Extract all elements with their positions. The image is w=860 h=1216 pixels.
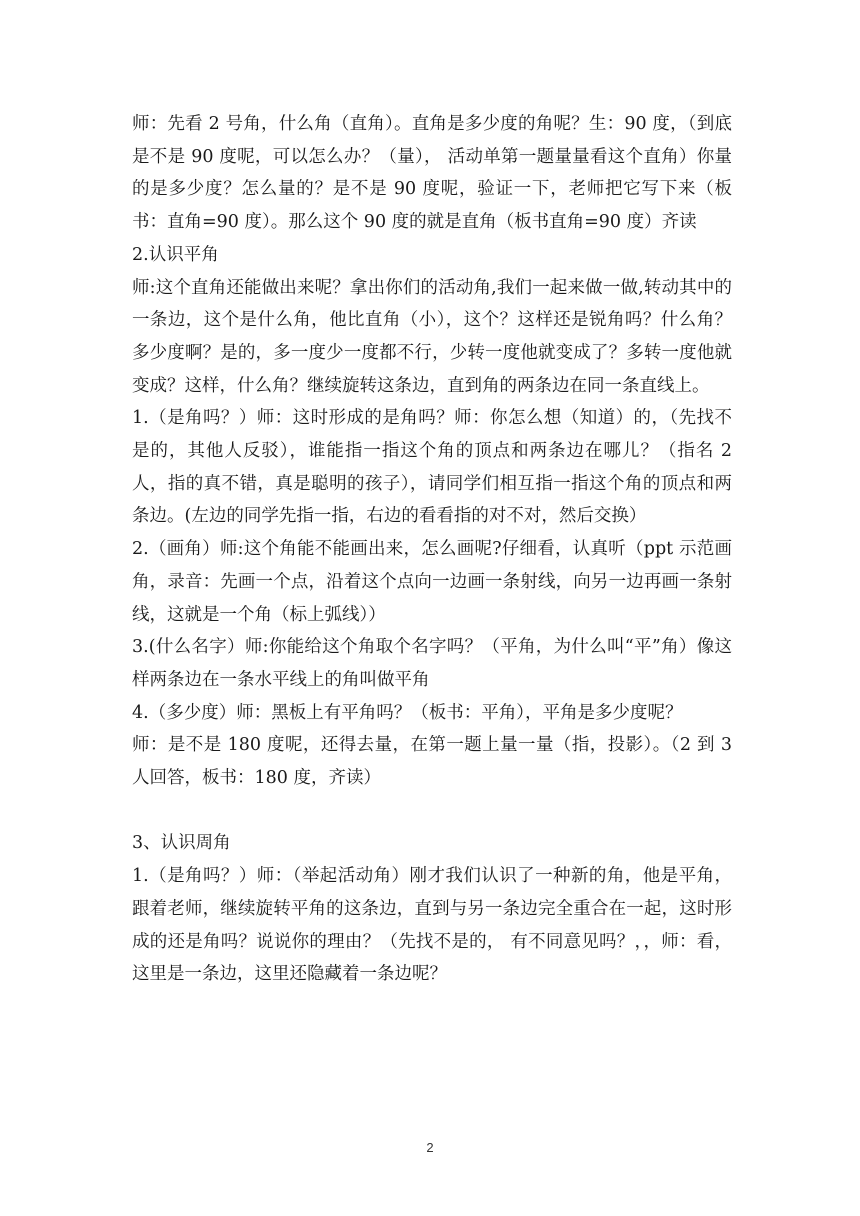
paragraph-full-angle-intro: 1.（是角吗？）师：（举起活动角）刚才我们认识了一种新的角，他是平角，跟着老师，继续旋转平角的这条边，直到与另一条边完全重合在一起，这时形成的还是角吗？说说你的理由？（先找不是的， 有不同意见吗？，，师：看，这里是一条边，这里还隐藏着一条边呢？ bbox=[132, 866, 732, 985]
heading-full-angle: 3、认识周角 bbox=[132, 833, 231, 854]
paragraph-measure-180: 师：是不是 180 度呢，还得去量，在第一题上量一量（指，投影）。（2 到 3 人回答，板书：180 度，齐读） bbox=[132, 735, 732, 789]
paragraph-right-angle: 师：先看 2 号角，什么角（直角）。直角是多少度的角呢？生：90 度，（到底是不是 90 度呢，可以怎么办？（量）， 活动单第一题量量看这个直角）你量的是多少度？怎么量的？是不是 90 度呢，验证一下，老师把它写下来（板书：直角=90 度）。那么这个 90 度的就是直角（板书直角=90 度）齐读 bbox=[132, 114, 732, 233]
blank-line bbox=[132, 795, 732, 828]
page-number: 2 bbox=[426, 1140, 434, 1155]
heading-straight-angle: 2.认识平角 bbox=[132, 244, 219, 265]
paragraph-draw-angle: 2.（画角）师:这个角能不能画出来，怎么画呢?仔细看，认真听（ppt 示范画角，录音：先画一个点，沿着这个点向一边画一条射线，向另一边再画一条射线，这就是一个角（标上弧线）） bbox=[132, 539, 732, 625]
paragraph-angle-name: 3.(什么名字）师:你能给这个角取个名字吗？（平角，为什么叫“平”角）像这样两条边在一条水平线上的角叫做平角 bbox=[132, 637, 732, 690]
paragraph-rotate-side: 师:这个直角还能做出来呢？拿出你们的活动角,我们一起来做一做,转动其中的一条边，这个是什么角，他比直角（小），这个？这样还是锐角吗？什么角？多少度啊？是的，多一度少一度都不行，少转一度他就变成了？多转一度他就变成？这样，什么角？继续旋转这条边，直到角的两条边在同一条直线上。 bbox=[132, 277, 732, 396]
document-body bbox=[132, 108, 732, 991]
paragraph-is-angle: 1.（是角吗？）师：这时形成的是角吗？师：你怎么想（知道）的，（先找不是的，其他人反驳），谁能指一指这个角的顶点和两条边在哪儿？（指名 2 人，指的真不错，真是聪明的孩子），请同学们相互指一指这个角的顶点和两条边。(左边的同学先指一指，右边的看看指的对不对，然后交换） bbox=[132, 408, 732, 527]
paragraph-how-many-degrees: 4.（多少度）师：黑板上有平角吗？（板书：平角），平角是多少度呢？ bbox=[132, 702, 683, 723]
